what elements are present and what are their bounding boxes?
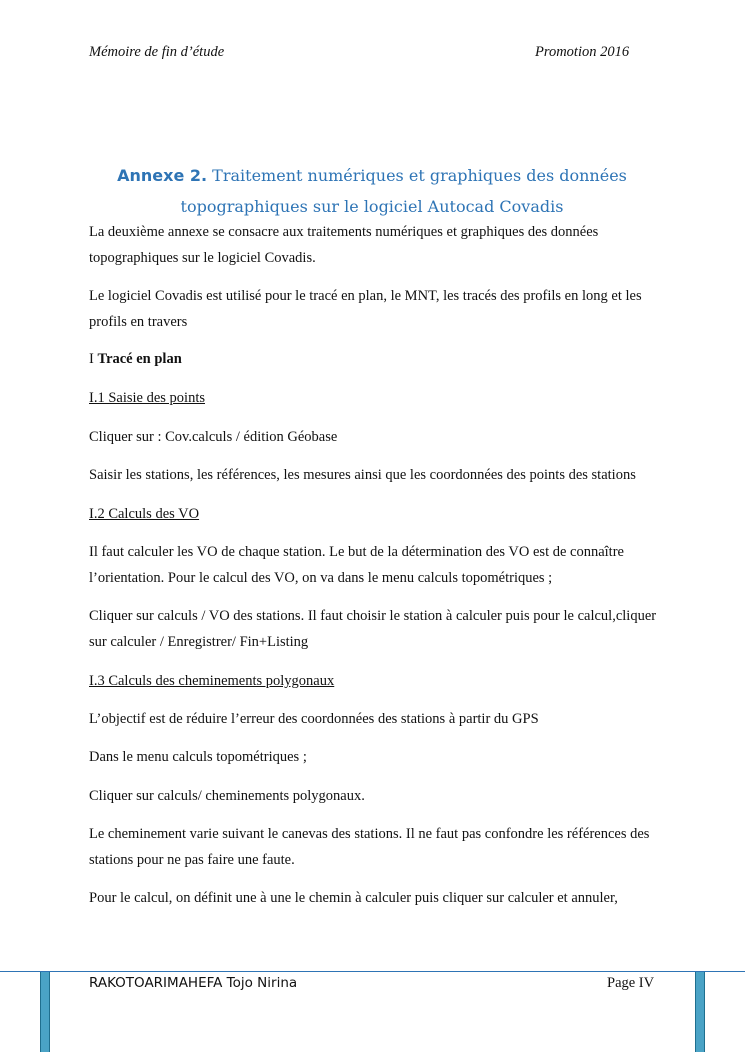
- annex-title-line-2: topographiques sur le logiciel Autocad Covadis: [180, 197, 564, 216]
- section-title: Tracé en plan: [97, 351, 182, 367]
- paragraph-objectif-gps: L’objectif est de réduire l’erreur des coordonnées des stations à partir du GPS: [89, 711, 539, 727]
- paragraph-cliquer-geobase: Cliquer sur : Cov.calculs / édition Géobase: [89, 429, 338, 445]
- section-number: I: [89, 351, 98, 367]
- annex-title-text-1: Traitement numériques et graphiques des données: [207, 166, 627, 185]
- subheading-calculs-vo: I.2 Calculs des VO: [89, 506, 200, 522]
- paragraph-covadis-usage: Le logiciel Covadis est utilisé pour le tracé en plan, le MNT, les tracés des profils en long et les profils en travers: [89, 288, 642, 330]
- annex-title-prefix: Annexe 2.: [117, 166, 208, 185]
- footer-bar-left: [40, 972, 50, 1052]
- paragraph-saisir-stations: Saisir les stations, les références, les mesures ainsi que les coordonnées des points des stations: [89, 467, 636, 483]
- footer-rule: [0, 971, 745, 972]
- paragraph-canevas-stations: Le cheminement varie suivant le canevas des stations. Il ne faut pas confondre les références des stations pour ne pas faire une faute.: [89, 826, 650, 868]
- paragraph-intro: La deuxième annexe se consacre aux traitements numériques et graphiques des données topographiques sur le logiciel Covadis.: [89, 224, 599, 266]
- paragraph-pour-le-calcul: Pour le calcul, on définit une à une le chemin à calculer puis cliquer sur calculer et annuler,: [89, 890, 618, 906]
- paragraph-menu-calculs: Dans le menu calculs topométriques ;: [89, 749, 307, 765]
- header-right-text: Promotion 2016: [535, 44, 630, 60]
- annex-title: [89, 160, 655, 222]
- footer-author: RAKOTOARIMAHEFA Tojo Nirina: [89, 975, 298, 991]
- paragraph-vo-stations: Cliquer sur calculs / VO des stations. Il faut choisir le station à calculer puis pour le calcul,cliquer sur calculer / Enregistrer/ Fin+Listing: [89, 608, 657, 650]
- footer-page-number: Page IV: [607, 975, 655, 991]
- subheading-cheminements: I.3 Calculs des cheminements polygonaux: [89, 673, 335, 689]
- section-heading-trace-en-plan: [89, 347, 661, 373]
- header-left-text: Mémoire de fin d’étude: [89, 44, 225, 60]
- paragraph-cliquer-cheminements: Cliquer sur calculs/ cheminements polygonaux.: [89, 788, 365, 804]
- footer-bar-right: [695, 972, 705, 1052]
- subheading-saisie-points: I.1 Saisie des points: [89, 390, 205, 406]
- annex-title-line-1: [89, 160, 655, 191]
- paragraph-vo-orientation: Il faut calculer les VO de chaque station. Le but de la détermination des VO est de connaître l’orientation. Pour le calcul des VO, on va dans le menu calculs topométriques ;: [89, 544, 624, 586]
